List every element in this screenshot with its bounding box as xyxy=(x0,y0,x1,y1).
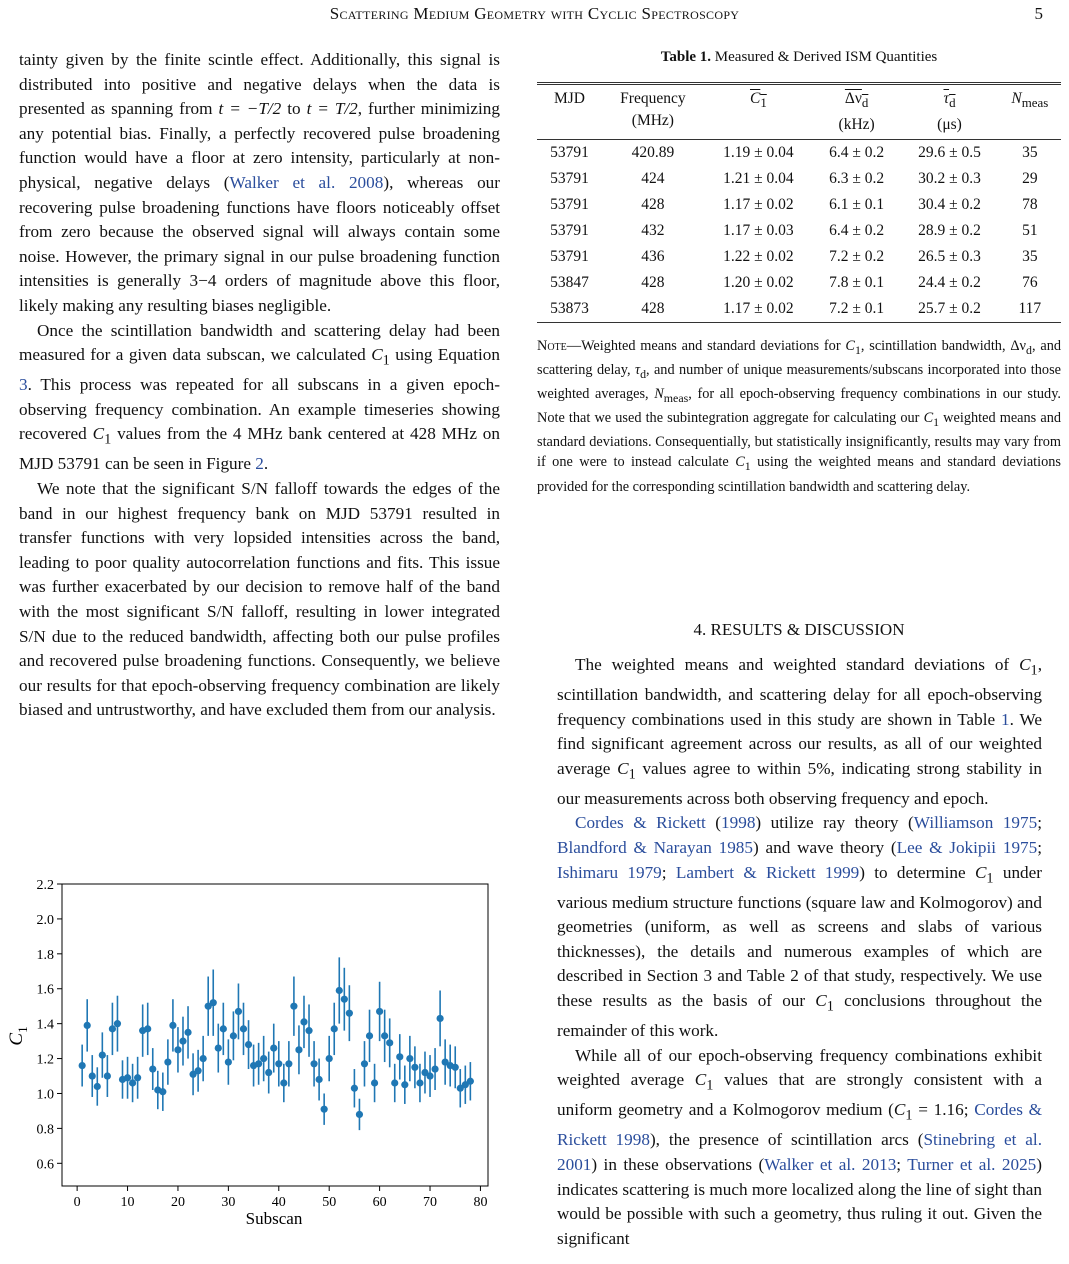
chart-axes xyxy=(37,878,489,1210)
data-point xyxy=(195,1067,202,1074)
data-point xyxy=(386,1039,393,1046)
data-point xyxy=(371,1079,378,1086)
citation-link[interactable]: Cordes & Rickett 1998 xyxy=(557,1100,1043,1150)
x-tick-label: 10 xyxy=(120,1195,135,1210)
table-caption: Table 1. Measured & Derived ISM Quantities xyxy=(660,49,938,65)
citation-link[interactable]: Turner et al. 2025 xyxy=(907,1154,1037,1174)
data-point xyxy=(416,1079,423,1086)
data-point xyxy=(245,1041,252,1048)
data-point xyxy=(406,1055,413,1062)
data-point xyxy=(174,1046,181,1053)
data-point xyxy=(109,1025,116,1032)
data-point xyxy=(295,1046,302,1053)
table-row: 53791 432 1.17 ± 0.03 6.4 ± 0.2 28.9 ± 0.2 51 xyxy=(550,222,1038,240)
y-tick-label: 1.8 xyxy=(36,947,54,963)
data-point xyxy=(79,1062,86,1069)
data-point xyxy=(240,1025,247,1032)
citation-link[interactable]: Ishimaru 1979 xyxy=(557,862,662,882)
data-point xyxy=(84,1022,91,1029)
citation-link[interactable]: Blandford & Narayan 1985 xyxy=(557,838,753,858)
data-point xyxy=(275,1060,282,1067)
data-point xyxy=(230,1032,237,1039)
citation-link[interactable]: Lambert & Rickett 1999 xyxy=(675,862,860,882)
data-point xyxy=(310,1060,317,1067)
paragraph: We note that the significant S/N falloff towards the edges of the band in our highest frequency bank on MJD 53791 resulted in transfer functions with very lopsided intensities across the band, leading to poor quality autocorrelation functions and fits. This issue was further exacerbated by our decision to remove half of the band with the most significant S/N falloff, resulting in lower integrated S/N due to the reduced bandwidth, affecting both our pulse profiles and recovered pulse broadening functions. Consequently, we believe our results for that epoch-observing frequency combination are likely biased and untrustworthy, and have excluded them from our analysis. xyxy=(19,478,500,720)
data-point xyxy=(346,1010,353,1017)
paragraph: tainty given by the finite scintle effect. Additionally, this signal is distributed into positive and negative delays when the data is presented as spanning from t = −T/2 to t = T/2, further minimizing any potential bias. Finally, a perfectly recovered pulse broadening function would have a floor at zero intensity, particularly at non-physical, negative delays (Walker et al. 2008), whereas our recovering pulse broadening functions have floors noticeably offset from zero because the observed signal will always contain some noise. However, the primary signal in our pulse broadening function intensities is generally 3−4 orders of magnitude above this floor, likely making any resulting biases negligible. xyxy=(19,50,500,315)
page-number: 5 xyxy=(1034,4,1043,23)
citation-link[interactable]: Walker et al. 2008 xyxy=(229,172,384,192)
y-tick-label: 1.2 xyxy=(36,1052,54,1068)
data-point xyxy=(452,1064,459,1071)
data-point xyxy=(200,1055,207,1062)
results-table xyxy=(537,82,1061,323)
data-point xyxy=(431,1065,438,1072)
data-point xyxy=(336,987,343,994)
x-tick-label: 40 xyxy=(271,1195,286,1210)
data-point xyxy=(149,1065,156,1072)
running-header xyxy=(0,4,1069,28)
x-tick-label: 30 xyxy=(221,1195,236,1210)
section-heading: 4. RESULTS & DISCUSSION xyxy=(693,620,905,639)
citation-link[interactable]: Walker et al. 2013 xyxy=(764,1154,897,1174)
data-point xyxy=(285,1060,292,1067)
x-tick-label: 60 xyxy=(372,1195,387,1210)
data-point xyxy=(280,1079,287,1086)
col-header-delay: $\tau_d$ (μs) xyxy=(900,84,998,140)
x-tick-label: 50 xyxy=(322,1195,337,1210)
data-point xyxy=(89,1072,96,1079)
citation-link[interactable]: Williamson 1975 xyxy=(913,813,1038,833)
equation-link[interactable]: 3 xyxy=(19,375,28,395)
y-axis-label: $C_1$ xyxy=(6,1026,30,1046)
data-point xyxy=(270,1044,277,1051)
col-header-c1: $C_1$ xyxy=(704,84,813,140)
y-tick-label: 2.0 xyxy=(36,912,54,928)
data-point xyxy=(215,1044,222,1051)
table-row: 53791 420.89 1.19 ± 0.04 6.4 ± 0.2 29.6 ± 0.5 35 xyxy=(550,144,1038,162)
data-point xyxy=(260,1055,267,1062)
data-point xyxy=(290,1003,297,1010)
y-tick-label: 2.2 xyxy=(36,878,54,893)
paragraph: Cordes & Rickett (1998) utilize ray theory (Williamson 1975; Blandford & Narayan 1985) and wave theory (Lee & Jokipii 1975; Ishimaru 1979; Lambert & Rickett 1999) to determine $C_1$ under various medium structure functions (square law and Kolmogorov) and geometries (uniform, as well as screens and slabs of various thicknesses), the details and numerous examples of which are described in Section 3 and Table 2 of that study, respectively. We use these results as the basis of our $C_1$ conclusions throughout the remainder of this work. xyxy=(557,813,1043,1041)
citation-link[interactable]: Cordes & Rickett xyxy=(575,813,706,833)
data-point xyxy=(144,1025,151,1032)
paragraph: While all of our epoch-observing frequency combinations exhibit weighted average $C_1$ values that are strongly consistent with a uniform geometry and a Kolmogorov medium ($C_1 = 1.16$; Cordes & Rickett 1998), the presence of scintillation arcs (Stinebring et al. 2001) in these observations (Walker et al. 2013; Turner et al. 2025) indicates scattering is much more localized along the line of sight than would be possible with such a geometry, thus ruling it out. Given the significant xyxy=(557,1045,1043,1248)
data-point xyxy=(331,1025,338,1032)
data-point xyxy=(124,1074,131,1081)
data-point xyxy=(255,1060,262,1067)
data-point xyxy=(169,1022,176,1029)
table-note: Note—Weighted means and standard deviations for $C_1$, scintillation bandwidth, $\Delta\nu_d$, and scattering delay, $\tau_d$, and number of unique measurements/subscans incorporated into those weighted averages, $N_{meas}$, for all epoch-observing frequency combinations in our study. Note that we used the subintegration aggregate for calculating our $C_1$ weighted means and standard deviations. Consequentially, but statistically insignificantly, results may vary from if one were to instead calculate $C_1$ using the weighted means and standard deviations provided for the corresponding scintillation bandwidth and scattering delay. xyxy=(537,338,1062,495)
table-row: 53791 436 1.22 ± 0.02 7.2 ± 0.2 26.5 ± 0.3 35 xyxy=(550,248,1038,266)
data-point xyxy=(326,1055,333,1062)
data-point xyxy=(376,1008,383,1015)
left-column xyxy=(19,48,500,723)
data-point xyxy=(164,1058,171,1065)
data-point xyxy=(94,1083,101,1090)
right-column xyxy=(557,653,1042,1251)
data-point xyxy=(300,1018,307,1025)
data-point xyxy=(210,999,217,1006)
x-tick-label: 80 xyxy=(473,1195,488,1210)
y-tick-label: 1.6 xyxy=(36,982,54,998)
data-point xyxy=(426,1072,433,1079)
table-link[interactable]: 1 xyxy=(1001,709,1010,729)
data-point xyxy=(129,1079,136,1086)
table-row: 53791 428 1.17 ± 0.02 6.1 ± 0.1 30.4 ± 0.2 78 xyxy=(550,196,1038,214)
plot-frame xyxy=(62,884,488,1186)
running-title: Scattering Medium Geometry with Cyclic Spectroscopy xyxy=(329,4,740,23)
citation-link[interactable]: Stinebring et al. 2001 xyxy=(557,1130,1042,1174)
table-row: 53791 424 1.21 ± 0.04 6.3 ± 0.2 30.2 ± 0.3 29 xyxy=(550,170,1038,188)
data-point xyxy=(134,1074,141,1081)
citation-link[interactable]: Lee & Jokipii 1975 xyxy=(896,838,1038,858)
col-header-nmeas: $N_{meas}$ xyxy=(999,84,1061,140)
data-point xyxy=(220,1025,227,1032)
col-header-frequency: Frequency (MHz) xyxy=(602,84,704,140)
data-point xyxy=(316,1076,323,1083)
data-point xyxy=(437,1015,444,1022)
y-tick-label: 1.0 xyxy=(36,1087,54,1103)
data-point xyxy=(381,1032,388,1039)
col-header-mjd: MJD xyxy=(537,84,602,140)
data-point xyxy=(351,1085,358,1092)
data-point xyxy=(366,1032,373,1039)
chart-marks xyxy=(79,957,474,1130)
data-point xyxy=(179,1038,186,1045)
data-point xyxy=(184,1029,191,1036)
data-point xyxy=(225,1058,232,1065)
figure-link[interactable]: 2 xyxy=(255,454,264,474)
data-point xyxy=(265,1069,272,1076)
x-tick-label: 20 xyxy=(170,1195,185,1210)
data-point xyxy=(235,1008,242,1015)
data-point xyxy=(356,1111,363,1118)
data-point xyxy=(114,1020,121,1027)
data-point xyxy=(321,1106,328,1113)
data-point xyxy=(401,1081,408,1088)
x-axis-label: Subscan xyxy=(245,1209,303,1228)
data-point xyxy=(159,1088,166,1095)
data-point xyxy=(305,1027,312,1034)
y-tick-label: 0.6 xyxy=(36,1157,54,1173)
y-tick-label: 0.8 xyxy=(36,1122,54,1138)
data-point xyxy=(99,1051,106,1058)
data-point xyxy=(361,1060,368,1067)
data-point xyxy=(411,1064,418,1071)
x-tick-label: 0 xyxy=(73,1195,81,1210)
y-tick-label: 1.4 xyxy=(36,1017,54,1033)
paragraph: Once the scintillation bandwidth and scattering delay had been measured for a given data subscan, we calculated $C_1$ using Equation 3. This process was repeated for all subscans in a given epoch-observing frequency combination. An example timeseries showing recovered $C_1$ values from the 4 MHz bank centered at 428 MHz on MJD 53791 can be seen in Figure 2. xyxy=(19,320,500,474)
data-point xyxy=(467,1078,474,1085)
data-point xyxy=(341,996,348,1003)
data-point xyxy=(396,1053,403,1060)
data-point xyxy=(391,1079,398,1086)
citation-link[interactable]: 1998 xyxy=(721,813,756,833)
c1-timeseries-chart xyxy=(0,868,500,1238)
paragraph: The weighted means and weighted standard deviations of $C_1$, scintillation bandwidth, and scattering delay for all epoch-observing frequency combinations used in this study are shown in Table 1. We find significant agreement across our results, as all of our weighted average $C_1$ values agree to within 5%, indicating strong stability in our measurements across both observing frequency and epoch. xyxy=(557,655,1042,808)
table-row: 53847 428 1.20 ± 0.02 7.8 ± 0.1 24.4 ± 0.2 76 xyxy=(550,274,1038,292)
table-row: 53873 428 1.17 ± 0.02 7.2 ± 0.1 25.7 ± 0.2 117 xyxy=(537,296,1061,323)
col-header-bandwidth: $\Delta\nu_d$ (kHz) xyxy=(813,84,901,140)
data-point xyxy=(104,1072,111,1079)
x-tick-label: 70 xyxy=(423,1195,438,1210)
